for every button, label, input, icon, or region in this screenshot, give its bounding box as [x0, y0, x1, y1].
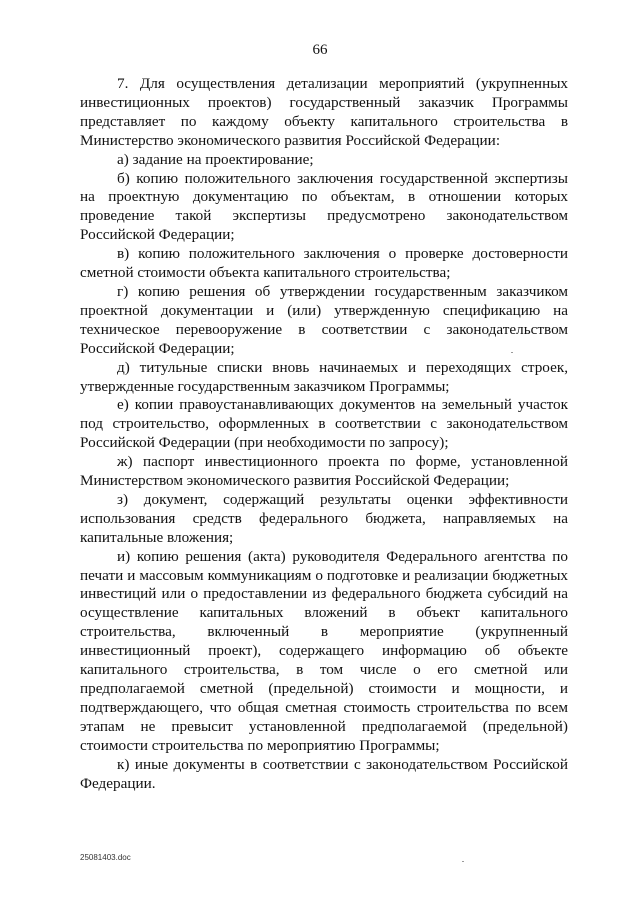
list-item-z: з) документ, содержащий результаты оценки эффективности использования средств федерального бюджета, направляемых на капитальные вложения;	[80, 490, 568, 546]
document-body	[80, 75, 568, 793]
list-item-i: и) копию решения (акта) руководителя Федерального агентства по печати и массовым коммуникациям о подготовке и реализации бюджетных инвестиций или о предоставлении из федерального бюджета субсидий на осуществление капитальных вложений в объект капитального строительства, включенный в мероприятие (укрупненный инвестиционный проект), содержащего информацию об объекте капитального строительства, в том числе о его сметной или предполагаемой сметной (предельной) стоимости и мощности, и подтверждающего, что общая сметная стоимость строительства по всем этапам не превысит установленной предполагаемой (предельной) стоимости строительства по мероприятию Программы;	[80, 547, 568, 754]
paragraph-intro: 7. Для осуществления детализации мероприятий (укрупненных инвестиционных проектов) государственный заказчик Программы представляет по каждому объекту капитального строительства в Министерство экономического развития Российской Федерации:	[80, 75, 568, 149]
list-item-zh: ж) паспорт инвестиционного проекта по форме, установленной Министерством экономического развития Российской Федерации;	[80, 453, 568, 490]
scan-mark	[511, 352, 513, 353]
list-item-g: г) копию решения об утверждении государственным заказчиком проектной документации и (или) утвержденную спецификацию на техническое перевооружение в соответствии с законодательством Российской Федерации;	[80, 282, 568, 357]
list-item-b: б) копию положительного заключения государственной экспертизы на проектную документацию по объектам, в отношении которых проведение такой экспертизы предусмотрено законодательством Российской Федерации;	[80, 169, 568, 244]
list-item-k: к) иные документы в соответствии с законодательством Российской Федерации.	[80, 755, 568, 792]
list-item-v: в) копию положительного заключения о проверке достоверности сметной стоимости объекта капитального строительства;	[80, 245, 568, 282]
page-number: 66	[312, 42, 328, 58]
footer-file-name: 25081403.doc	[80, 853, 131, 862]
list-item-a: а) задание на проектирование;	[117, 150, 314, 168]
list-item-d: д) титульные списки вновь начинаемых и переходящих строек, утвержденные государственным заказчиком Программы;	[80, 358, 568, 395]
scan-mark	[462, 861, 464, 862]
list-item-e: е) копии правоустанавливающих документов на земельный участок под строительство, оформленных в соответствии с законодательством Российской Федерации (при необходимости по запросу);	[80, 396, 568, 452]
